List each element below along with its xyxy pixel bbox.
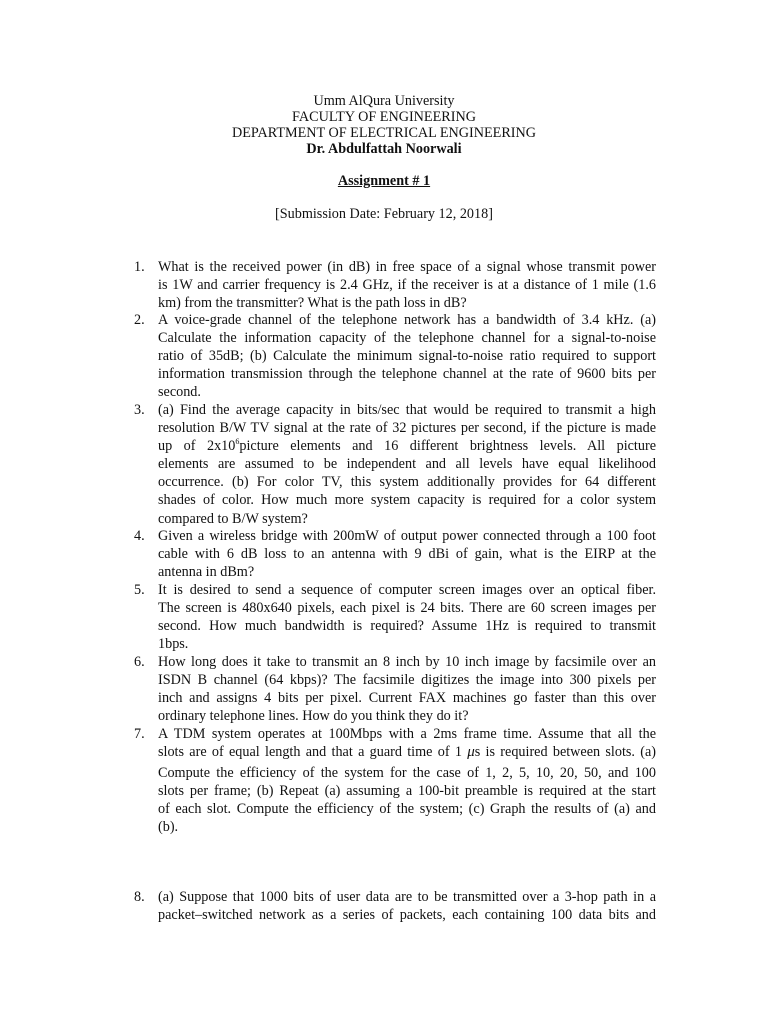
mu-symbol: μ	[467, 744, 475, 761]
question-number: 1.	[134, 259, 145, 275]
question-line: (b).	[158, 819, 179, 836]
question-text	[158, 527, 656, 581]
question-text	[158, 581, 656, 653]
submission-date: [Submission Date: February 12, 2018]	[275, 206, 493, 222]
question-text	[158, 725, 656, 837]
question-line: km) from the transmitter? What is the path loss in dB?	[158, 295, 467, 312]
question-line: A TDM system operates at 100Mbps with a 2ms frame time. Assume that all the	[158, 726, 656, 742]
text-segment: s is required between slots. (a)	[474, 744, 656, 761]
question-number: 6.	[134, 654, 145, 670]
question-number: 4.	[134, 528, 145, 544]
question-line: is 1W and carrier frequency is 2.4 GHz, if the receiver is at a distance of 1 mile (1.6	[158, 277, 656, 294]
question-line: ISDN B channel (64 kbps)? The facsimile digitizes the image into 300 pixels per	[158, 672, 656, 689]
question-line: packet–switched network as a series of packets, each containing 100 data bits and	[158, 907, 656, 924]
question-number: 3.	[134, 402, 145, 418]
question-line: (a) Suppose that 1000 bits of user data are to be transmitted over a 3-hop path in a	[158, 889, 656, 905]
question-line: slots per frame; (b) Repeat (a) assuming a 100-bit preamble is required at the start	[158, 783, 656, 800]
faculty-name: FACULTY OF ENGINEERING	[292, 109, 476, 125]
question-text	[158, 401, 656, 528]
question-line: elements are assumed to be independent and all levels have equal likelihood	[158, 456, 656, 473]
question-text	[158, 311, 656, 401]
question-line: of each slot. Compute the efficiency of the system; (c) Graph the results of (a) and	[158, 801, 656, 818]
question-line: second. How much bandwidth is required? Assume 1Hz is required to transmit	[158, 618, 656, 635]
text-segment: slots are of equal length and that a guard time of 1	[158, 744, 462, 761]
question-line: Compute the efficiency of the system for the case of 1, 2, 5, 10, 20, 50, and 100	[158, 765, 656, 782]
question-line: second.	[158, 384, 201, 401]
question-line: 1bps.	[158, 636, 189, 653]
question-line	[158, 437, 656, 455]
question-line	[158, 743, 656, 761]
question-line: What is the received power (in dB) in free space of a signal whose transmit power	[158, 259, 656, 275]
question-number: 7.	[134, 726, 145, 742]
question-line: antenna in dBm?	[158, 564, 255, 581]
question-line: compared to B/W system?	[158, 510, 308, 527]
question-line: occurrence. (b) For color TV, this system additionally provides for 64 different	[158, 474, 656, 491]
question-text	[158, 653, 656, 725]
text-segment: up of 2x10	[158, 438, 236, 455]
question-line: shades of color. How much more system capacity is required for a color system	[158, 492, 656, 509]
assignment-title: Assignment # 1	[337, 173, 431, 189]
text-segment: picture elements and 16 different brightness levels. All picture	[239, 438, 656, 455]
question-number: 8.	[134, 889, 145, 905]
question-line: cable with 6 dB loss to an antenna with 9 dBi of gain, what is the EIRP at the	[158, 546, 656, 563]
instructor-name: Dr. Abdulfattah Noorwali	[306, 141, 462, 157]
question-text	[158, 258, 656, 312]
question-line: How long does it take to transmit an 8 inch by 10 inch image by facsimile over an	[158, 654, 656, 670]
university-name: Umm AlQura University	[313, 93, 455, 109]
question-number: 5.	[134, 582, 145, 598]
question-text	[158, 888, 656, 924]
question-number: 2.	[134, 312, 145, 328]
question-line: Calculate the information capacity of the telephone channel for a signal-to-noise	[158, 330, 656, 347]
question-line: A voice-grade channel of the telephone network has a bandwidth of 3.4 kHz. (a)	[158, 312, 656, 328]
question-line: The screen is 480x640 pixels, each pixel is 24 bits. There are 60 screen images per	[158, 600, 656, 617]
superscript-exponent: 6	[235, 437, 240, 447]
question-line: Given a wireless bridge with 200mW of output power connected through a 100 foot	[158, 528, 656, 544]
question-line: ratio of 35dB; (b) Calculate the minimum signal-to-noise ratio required to support	[158, 348, 656, 365]
question-line: It is desired to send a sequence of computer screen images over an optical fiber.	[158, 582, 656, 598]
question-line: inch and assigns 4 bits per pixel. Current FAX machines go faster than this over	[158, 690, 656, 707]
question-line: (a) Find the average capacity in bits/sec that would be required to transmit a high	[158, 402, 656, 418]
document-header	[0, 93, 768, 157]
department-name: DEPARTMENT OF ELECTRICAL ENGINEERING	[231, 125, 537, 141]
question-line: ordinary telephone lines. How do you think they do it?	[158, 708, 469, 725]
question-line: resolution B/W TV signal at the rate of 32 pictures per second, if the picture is made	[158, 420, 656, 437]
question-line: information transmission through the telephone channel at the rate of 9600 bits per	[158, 366, 656, 383]
